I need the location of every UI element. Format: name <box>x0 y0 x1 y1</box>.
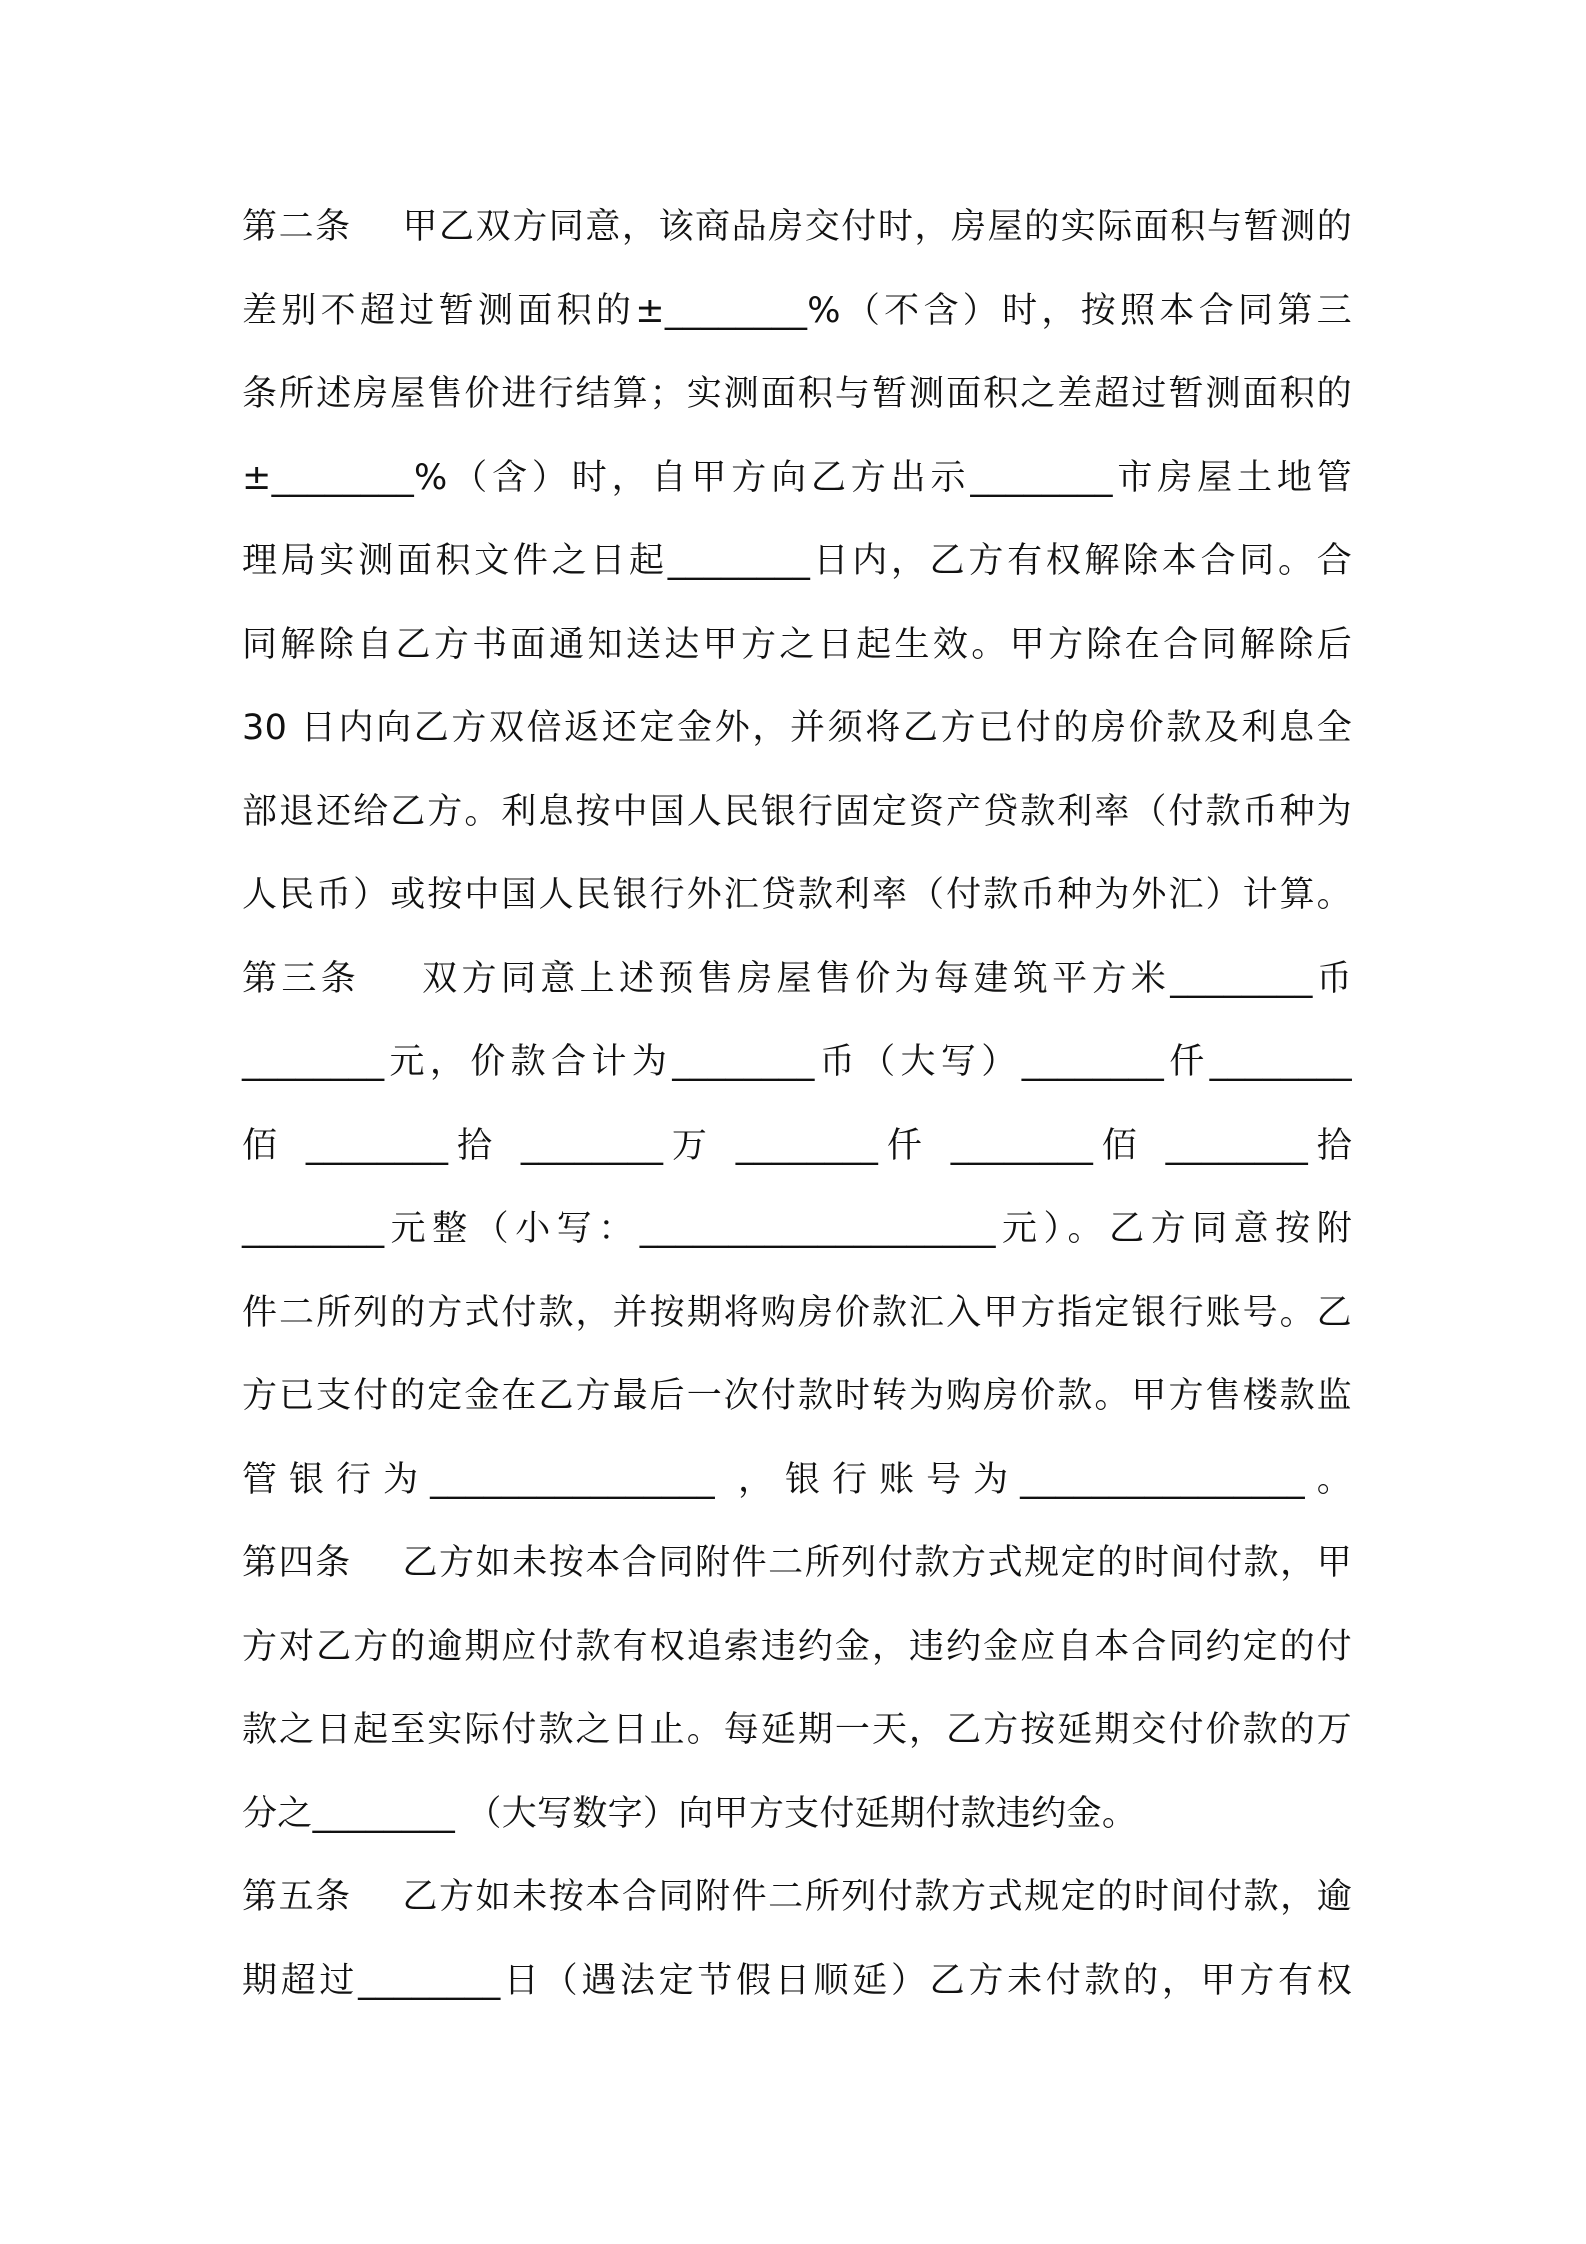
text-line: 人民币）或按中国人民银行外汇贷款利率（付款币种为外汇）计算。 <box>242 875 1352 915</box>
text-line: 理局实测面积文件之日起________日内，乙方有权解除本合同。合 <box>242 541 1352 581</box>
text-line: 同解除自乙方书面通知送达甲方之日起生效。甲方除在合同解除后 <box>242 624 1352 665</box>
contract-text <box>242 186 1352 2023</box>
text-line: 管银行为________________ ，银行账号为________________。 <box>242 1459 1352 1500</box>
text-line: 第二条 甲乙双方同意，该商品房交付时，房屋的实际面积与暂测的 <box>242 207 1352 247</box>
text-line: 佰 ________拾 ________万 ________仟 ________佰 ________拾 <box>242 1125 1352 1166</box>
text-line: 第三条 双方同意上述预售房屋售价为每建筑平方米________币 <box>242 958 1352 999</box>
text-line: 款之日起至实际付款之日止。每延期一天，乙方按延期交付价款的万 <box>242 1710 1352 1750</box>
text-line: 分之________ （大写数字）向甲方支付延期付款违约金。 <box>242 1793 1138 1834</box>
text-line: 第五条 乙方如未按本合同附件二所列付款方式规定的时间付款，逾 <box>242 1877 1352 1917</box>
text-line: 30 日内向乙方双倍返还定金外，并须将乙方已付的房价款及利息全 <box>242 708 1352 748</box>
text-line: ________元，价款合计为________币（大写）________仟________ <box>242 1042 1352 1082</box>
text-line: 方对乙方的逾期应付款有权追索违约金，违约金应自本合同约定的付 <box>242 1626 1352 1667</box>
text-line: ________元整（小写：____________________元）。乙方同意按附 <box>242 1209 1352 1249</box>
text-line: 期超过________日（遇法定节假日顺延）乙方未付款的，甲方有权 <box>242 1960 1352 2001</box>
text-line: 件二所列的方式付款，并按期将购房价款汇入甲方指定银行账号。乙 <box>242 1292 1352 1333</box>
text-line: 差别不超过暂测面积的±________%（不含）时，按照本合同第三 <box>242 290 1352 331</box>
text-line: 部退还给乙方。利息按中国人民银行固定资产贷款利率（付款币种为 <box>242 791 1352 832</box>
text-line: 条所述房屋售价进行结算；实测面积与暂测面积之差超过暂测面积的 <box>242 374 1352 414</box>
text-line: 第四条 乙方如未按本合同附件二所列付款方式规定的时间付款，甲 <box>242 1543 1352 1583</box>
text-line: 方已支付的定金在乙方最后一次付款时转为购房价款。甲方售楼款监 <box>242 1376 1352 1416</box>
text-line: ±________%（含）时，自甲方向乙方出示________市房屋土地管 <box>242 457 1352 498</box>
